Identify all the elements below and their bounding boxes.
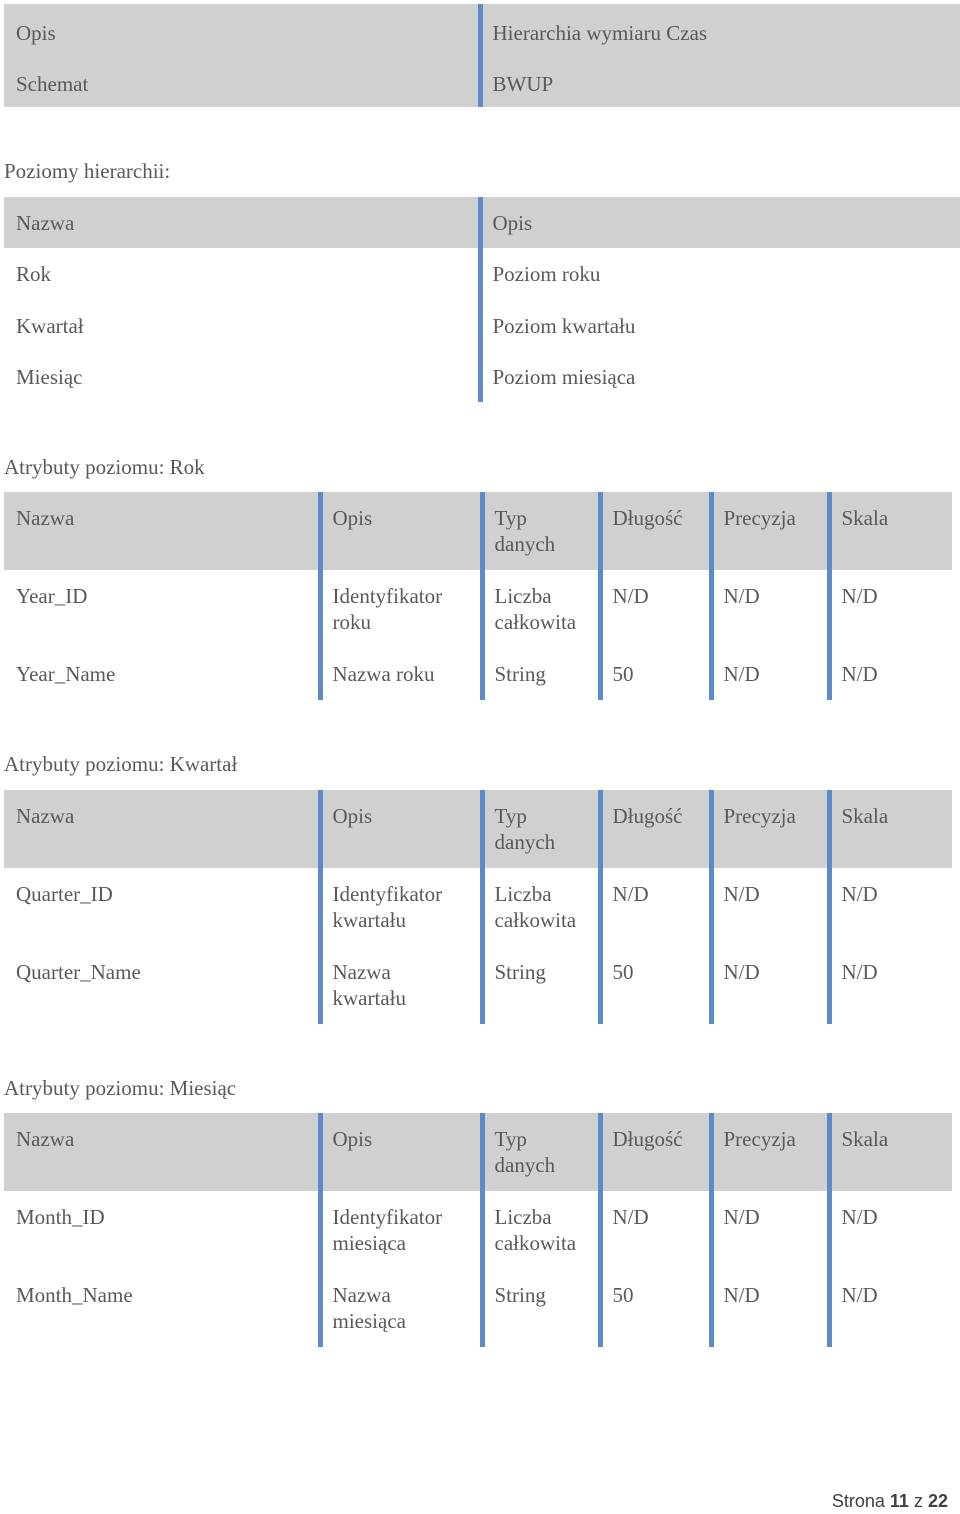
table-row: [4, 946, 952, 1024]
attributes-table: [4, 492, 952, 700]
table-cell: Liczba całkowita: [482, 868, 600, 946]
level-desc: Poziom kwartału: [480, 300, 960, 351]
table-cell: N/D: [829, 946, 952, 1024]
footer-sep: z: [913, 1491, 923, 1511]
table-cell: Month_Name: [16, 1283, 133, 1307]
table-row: [4, 570, 952, 648]
table-row: [4, 351, 960, 402]
info-label: Opis: [4, 4, 480, 56]
column-header: Opis: [320, 492, 482, 570]
table-cell: N/D: [829, 1269, 952, 1347]
table-cell: 50: [600, 1269, 711, 1347]
column-header: Precyzja: [711, 492, 829, 570]
column-header: Typ danych: [482, 492, 600, 570]
table-cell: Nazwa miesiąca: [320, 1269, 482, 1347]
table-cell: N/D: [829, 868, 952, 946]
table-cell: N/D: [829, 648, 952, 700]
column-header: Długość: [600, 1113, 711, 1191]
info-row-opis: [4, 4, 960, 56]
column-header: Nazwa: [4, 790, 320, 868]
column-header: Nazwa: [4, 1113, 320, 1191]
levels-header-row: [4, 197, 960, 248]
table-cell: N/D: [711, 868, 829, 946]
table-cell: Liczba całkowita: [482, 1191, 600, 1269]
table-cell: N/D: [711, 1191, 829, 1269]
attributes-header-row: [4, 790, 952, 868]
table-cell: String: [482, 1269, 600, 1347]
footer-prefix: Strona: [831, 1491, 885, 1511]
table-row: [4, 248, 960, 300]
table-cell: Identyfikator kwartału: [320, 868, 482, 946]
table-cell: Year_ID: [16, 584, 88, 608]
attributes-table: [4, 790, 952, 1024]
column-header: Typ danych: [482, 1113, 600, 1191]
column-header: Typ danych: [482, 790, 600, 868]
page-footer: [832, 1488, 948, 1514]
attributes-title: Atrybuty poziomu: Kwartał: [4, 752, 238, 776]
info-label: Schemat: [4, 56, 480, 107]
attributes-table: [4, 1113, 952, 1347]
footer-total: 22: [927, 1491, 948, 1511]
table-row: [4, 648, 952, 700]
levels-title: Poziomy hierarchii:: [4, 159, 171, 183]
footer-page: 11: [889, 1491, 909, 1511]
levels-table: [4, 197, 960, 402]
column-header: Precyzja: [711, 1113, 829, 1191]
table-row: [4, 1269, 952, 1347]
attributes-title: Atrybuty poziomu: Miesiąc: [4, 1076, 237, 1100]
table-cell: String: [482, 648, 600, 700]
info-row-schemat: [4, 56, 960, 107]
column-header: Długość: [600, 492, 711, 570]
column-header: Opis: [320, 790, 482, 868]
table-cell: N/D: [711, 1269, 829, 1347]
table-cell: N/D: [711, 648, 829, 700]
table-cell: Quarter_Name: [16, 960, 141, 984]
table-row: [4, 300, 960, 351]
table-cell: N/D: [711, 570, 829, 648]
table-cell: Nazwa kwartału: [320, 946, 482, 1024]
table-row: [4, 868, 952, 946]
table-cell: String: [482, 946, 600, 1024]
table-cell: 50: [600, 946, 711, 1024]
table-cell: 50: [600, 648, 711, 700]
column-header: Opis: [480, 197, 960, 248]
info-table: [4, 4, 960, 107]
table-row: [4, 1191, 952, 1269]
table-cell: N/D: [600, 570, 711, 648]
level-name: Kwartał: [16, 314, 84, 338]
table-cell: N/D: [829, 570, 952, 648]
column-header: Skala: [829, 1113, 952, 1191]
table-cell: Liczba całkowita: [482, 570, 600, 648]
table-cell: N/D: [600, 1191, 711, 1269]
table-cell: N/D: [829, 1191, 952, 1269]
level-desc: Poziom miesiąca: [480, 351, 960, 402]
table-cell: N/D: [711, 946, 829, 1024]
level-name: Rok: [16, 262, 52, 286]
attributes-header-row: [4, 1113, 952, 1191]
column-header: Długość: [600, 790, 711, 868]
table-cell: Identyfikator roku: [320, 570, 482, 648]
table-cell: Year_Name: [16, 662, 116, 686]
table-cell: Identyfikator miesiąca: [320, 1191, 482, 1269]
table-cell: Quarter_ID: [16, 882, 113, 906]
column-header: Nazwa: [4, 492, 320, 570]
column-header: Skala: [829, 790, 952, 868]
column-header: Opis: [320, 1113, 482, 1191]
attributes-title: Atrybuty poziomu: Rok: [4, 455, 205, 479]
table-cell: Month_ID: [16, 1205, 105, 1229]
info-value: BWUP: [480, 56, 960, 107]
level-name: Miesiąc: [16, 365, 83, 389]
column-header: Precyzja: [711, 790, 829, 868]
table-cell: N/D: [600, 868, 711, 946]
attributes-header-row: [4, 492, 952, 570]
level-desc: Poziom roku: [480, 248, 960, 300]
column-header: Skala: [829, 492, 952, 570]
column-header: Nazwa: [4, 197, 480, 248]
table-cell: Nazwa roku: [320, 648, 482, 700]
info-value: Hierarchia wymiaru Czas: [480, 4, 960, 56]
